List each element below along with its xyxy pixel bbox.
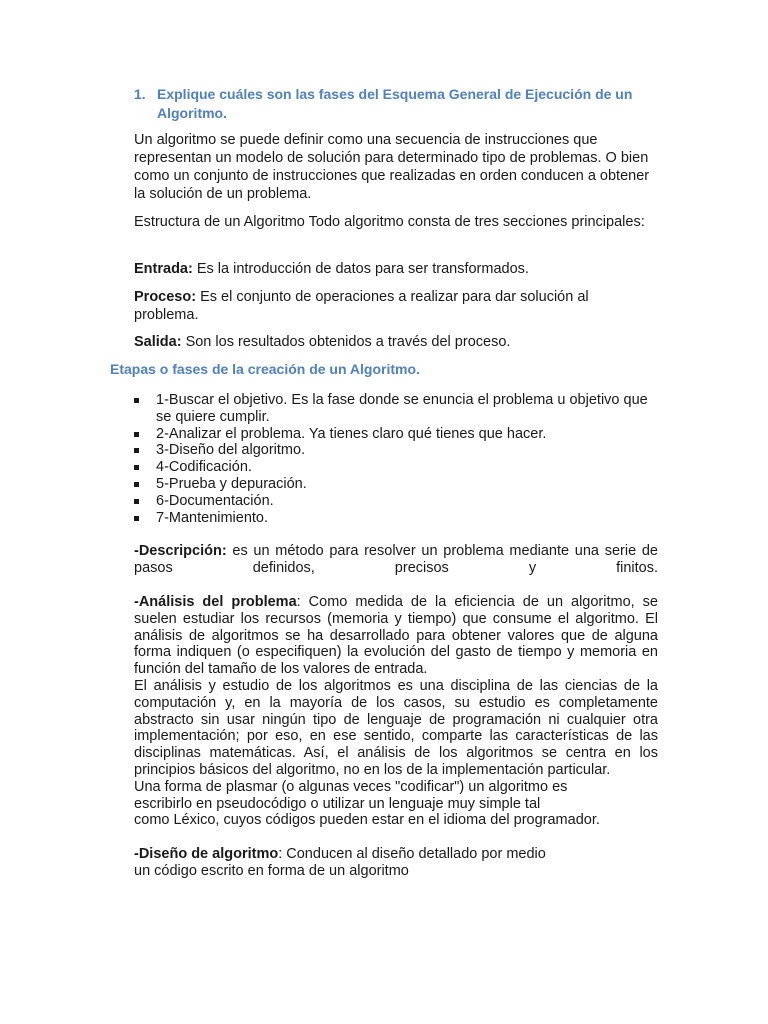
entrada-paragraph xyxy=(134,260,654,278)
diseno-text-1: : Conducen al diseño detallado por medio xyxy=(278,846,546,862)
diseno-label: -Diseño de algoritmo xyxy=(134,846,279,862)
entrada-text: Es la introducción de datos para ser transformados. xyxy=(192,261,529,277)
intro-paragraph-1: Un algoritmo se puede definir como una secuencia de instrucciones que representan un modelo de solución para determinado tipo de problemas. O bien como un conjunto de instrucciones que realizadas en orden conducen a obtener la solución de un problema. xyxy=(134,132,650,202)
analisis-text-2: El análisis y estudio de los algoritmos es una disciplina de las ciencias de la computación y, en la mayoría de los casos, su estudio es completamente abstracto sin usar ningún tipo de lenguaje de programación ni cualquier otra implementación; por eso, en ese sentido, comparte las características de las disciplinas matemáticas. Así, el análisis de los algoritmos se centra en los principios básicos del algoritmo, no en los de la implementación particular. xyxy=(134,677,658,778)
salida-paragraph xyxy=(134,333,654,351)
question-number: 1. xyxy=(134,86,146,102)
proceso-text: Es el conjunto de operaciones a realizar para dar solución al problema. xyxy=(134,289,589,323)
stages-title: Etapas o fases de la creación de un Algoritmo. xyxy=(110,361,420,377)
descripcion-text: es un método para resolver un problema mediante una serie de pasos definidos, precisos y finitos. xyxy=(134,543,658,576)
bullet-icon xyxy=(134,398,139,403)
question-text: Explique cuáles son las fases del Esquema General de Ejecución de un Algoritmo. xyxy=(157,86,633,121)
diseno-paragraph xyxy=(134,846,658,880)
bullet-icon xyxy=(134,432,139,437)
analisis-text-1: : Como medida de la eficiencia de un algoritmo, se suelen estudiar los recursos (memoria y tiempo) que consume el algoritmo. El análisis de algoritmos se ha desarrollado para obtener valores que de alguna forma indiquen (o especifiquen) la evolución del gasto de tiempo y memoria en función del tamaño de los valores de entrada. xyxy=(134,594,658,678)
list-item: 2-Analizar el problema. Ya tienes claro qué tienes que hacer. xyxy=(134,426,654,443)
descripcion-label: -Descripción: xyxy=(134,543,227,559)
analisis-text-3c: como Léxico, cuyos códigos pueden estar en el idioma del programador. xyxy=(134,812,600,829)
analisis-label: -Análisis del problema xyxy=(134,594,297,610)
list-item: 4-Codificación. xyxy=(134,459,654,476)
analisis-text-3b: escribirlo en pseudocódigo o utilizar un lenguaje muy simple tal xyxy=(134,795,541,812)
salida-label: Salida: xyxy=(134,334,182,350)
salida-text: Son los resultados obtenidos a través del proceso. xyxy=(181,334,511,350)
descripcion-paragraph xyxy=(134,543,658,577)
stages-list xyxy=(134,392,654,526)
list-item: 1-Buscar el objetivo. Es la fase donde se enuncia el problema u objetivo que se quiere cumplir. xyxy=(134,392,654,426)
analisis-paragraph xyxy=(134,594,658,829)
bullet-icon xyxy=(134,482,139,487)
entrada-label: Entrada: xyxy=(134,261,193,277)
proceso-label: Proceso: xyxy=(134,289,197,305)
analisis-text-3a: Una forma de plasmar (o algunas veces "codificar") un algoritmo es xyxy=(134,778,568,795)
bullet-icon xyxy=(134,516,139,521)
bullet-icon xyxy=(134,448,139,453)
list-item: 3-Diseño del algoritmo. xyxy=(134,442,654,459)
bullet-icon xyxy=(134,499,139,504)
intro-paragraph-2: Estructura de un Algoritmo Todo algoritmo consta de tres secciones principales: xyxy=(134,214,645,230)
proceso-paragraph xyxy=(134,288,654,324)
list-item: 6-Documentación. xyxy=(134,493,654,510)
diseno-text-2: un código escrito en forma de un algoritmo xyxy=(134,862,409,879)
question-heading xyxy=(134,85,654,123)
bullet-icon xyxy=(134,465,139,470)
list-item: 7-Mantenimiento. xyxy=(134,510,654,527)
list-item: 5-Prueba y depuración. xyxy=(134,476,654,493)
